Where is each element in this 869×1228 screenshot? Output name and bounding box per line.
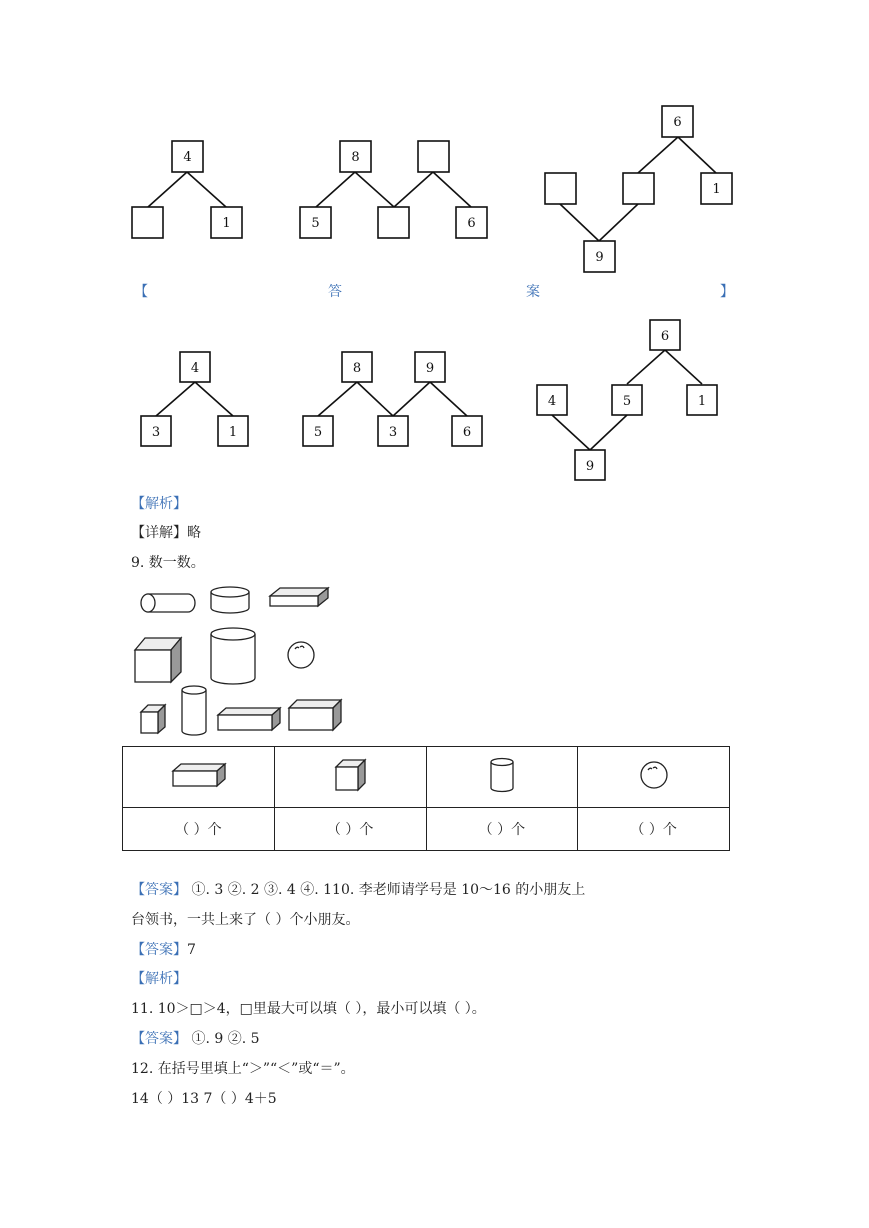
number-box bbox=[623, 173, 654, 204]
count-blank[interactable]: （ ）个 bbox=[274, 808, 426, 851]
box-number: 1 bbox=[712, 182, 721, 197]
answer-bracket-open: 【 bbox=[134, 284, 148, 300]
answer-word-right: 案 bbox=[526, 284, 540, 300]
box-number: 6 bbox=[462, 425, 472, 440]
number-box bbox=[132, 207, 163, 238]
question-12-line: 14（ ）13 7（ ）4＋5 bbox=[131, 1091, 277, 1107]
cube-icon bbox=[135, 638, 181, 682]
count-blank[interactable]: （ ）个 bbox=[123, 808, 275, 851]
question-11: 11. 10＞□＞4，□里最大可以填（ ），最小可以填（ ）。 bbox=[131, 1001, 486, 1017]
answer-bracket-close: 】 bbox=[720, 284, 734, 300]
answer-label: 【答案】 bbox=[131, 1031, 187, 1047]
count-blank[interactable]: （ ）个 bbox=[578, 808, 730, 851]
table-cell bbox=[274, 747, 426, 808]
count-table bbox=[122, 746, 730, 851]
box-number: 9 bbox=[585, 459, 595, 474]
table-cell bbox=[578, 747, 730, 808]
cuboid-icon bbox=[270, 588, 328, 606]
box-number: 3 bbox=[151, 425, 161, 440]
box-number: 3 bbox=[388, 425, 398, 440]
question-10-line1: 10. 李老师请学号是 10～16 的小朋友上 bbox=[332, 882, 586, 898]
question-10-line2: 台领书，一共上来了（ ）个小朋友。 bbox=[131, 912, 360, 928]
table-cell bbox=[123, 747, 275, 808]
box-number: 6 bbox=[673, 115, 682, 130]
box-number: 1 bbox=[222, 216, 231, 231]
answer-text: 7 bbox=[187, 942, 196, 958]
table-cell bbox=[426, 747, 578, 808]
horizontal-cylinder-icon bbox=[141, 594, 195, 612]
answer-text: ①. 9 ②. 5 bbox=[187, 1031, 260, 1047]
number-box bbox=[545, 173, 576, 204]
detail-text: 略 bbox=[187, 525, 201, 541]
box-number: 9 bbox=[595, 250, 604, 265]
question-10-answer bbox=[131, 941, 196, 959]
box-number: 4 bbox=[547, 394, 557, 409]
cylinder-icon bbox=[211, 628, 255, 684]
box-number: 4 bbox=[183, 150, 192, 165]
analysis-label: 【解析】 bbox=[131, 496, 187, 512]
answer-text: ①. 3 ②. 2 ③. 4 ④. 1 bbox=[187, 882, 333, 898]
detail-label: 【详解】 bbox=[131, 525, 187, 541]
answer-label: 【答案】 bbox=[131, 882, 187, 898]
cube-icon bbox=[332, 758, 368, 792]
box-number: 5 bbox=[313, 425, 323, 440]
cylinder-icon bbox=[488, 756, 516, 794]
box-number: 6 bbox=[660, 329, 670, 344]
sphere-icon bbox=[637, 760, 671, 790]
answer-label: 【答案】 bbox=[131, 942, 187, 958]
box-number: 1 bbox=[697, 394, 707, 409]
box-number: 4 bbox=[190, 361, 200, 376]
question-9-answer-line bbox=[131, 881, 585, 899]
sphere-icon bbox=[288, 642, 314, 668]
tree-figure-question bbox=[0, 0, 869, 280]
box-number: 5 bbox=[311, 216, 320, 231]
cuboid-icon bbox=[218, 708, 280, 730]
box-number: 1 bbox=[228, 425, 238, 440]
count-blank[interactable]: （ ）个 bbox=[426, 808, 578, 851]
cylinder-icon bbox=[211, 587, 249, 613]
question-11-answer bbox=[131, 1030, 260, 1048]
cuboid-icon bbox=[289, 700, 341, 730]
number-box bbox=[418, 141, 449, 172]
cylinder-icon bbox=[182, 686, 206, 735]
detail-line bbox=[131, 524, 201, 542]
shapes-illustration bbox=[130, 582, 360, 740]
number-box bbox=[378, 207, 409, 238]
question-9-title: 9. 数一数。 bbox=[131, 555, 205, 571]
box-number: 5 bbox=[622, 394, 632, 409]
cube-icon bbox=[141, 705, 165, 733]
box-number: 8 bbox=[352, 361, 362, 376]
tree-figure-answer bbox=[0, 310, 869, 485]
cuboid-icon bbox=[168, 760, 228, 790]
answer-word-left: 答 bbox=[328, 284, 342, 300]
box-number: 8 bbox=[351, 150, 360, 165]
question-12-title: 12. 在括号里填上“＞”“＜”或“＝”。 bbox=[131, 1061, 355, 1077]
analysis-label: 【解析】 bbox=[131, 971, 187, 987]
box-number: 6 bbox=[467, 216, 476, 231]
box-number: 9 bbox=[425, 361, 435, 376]
